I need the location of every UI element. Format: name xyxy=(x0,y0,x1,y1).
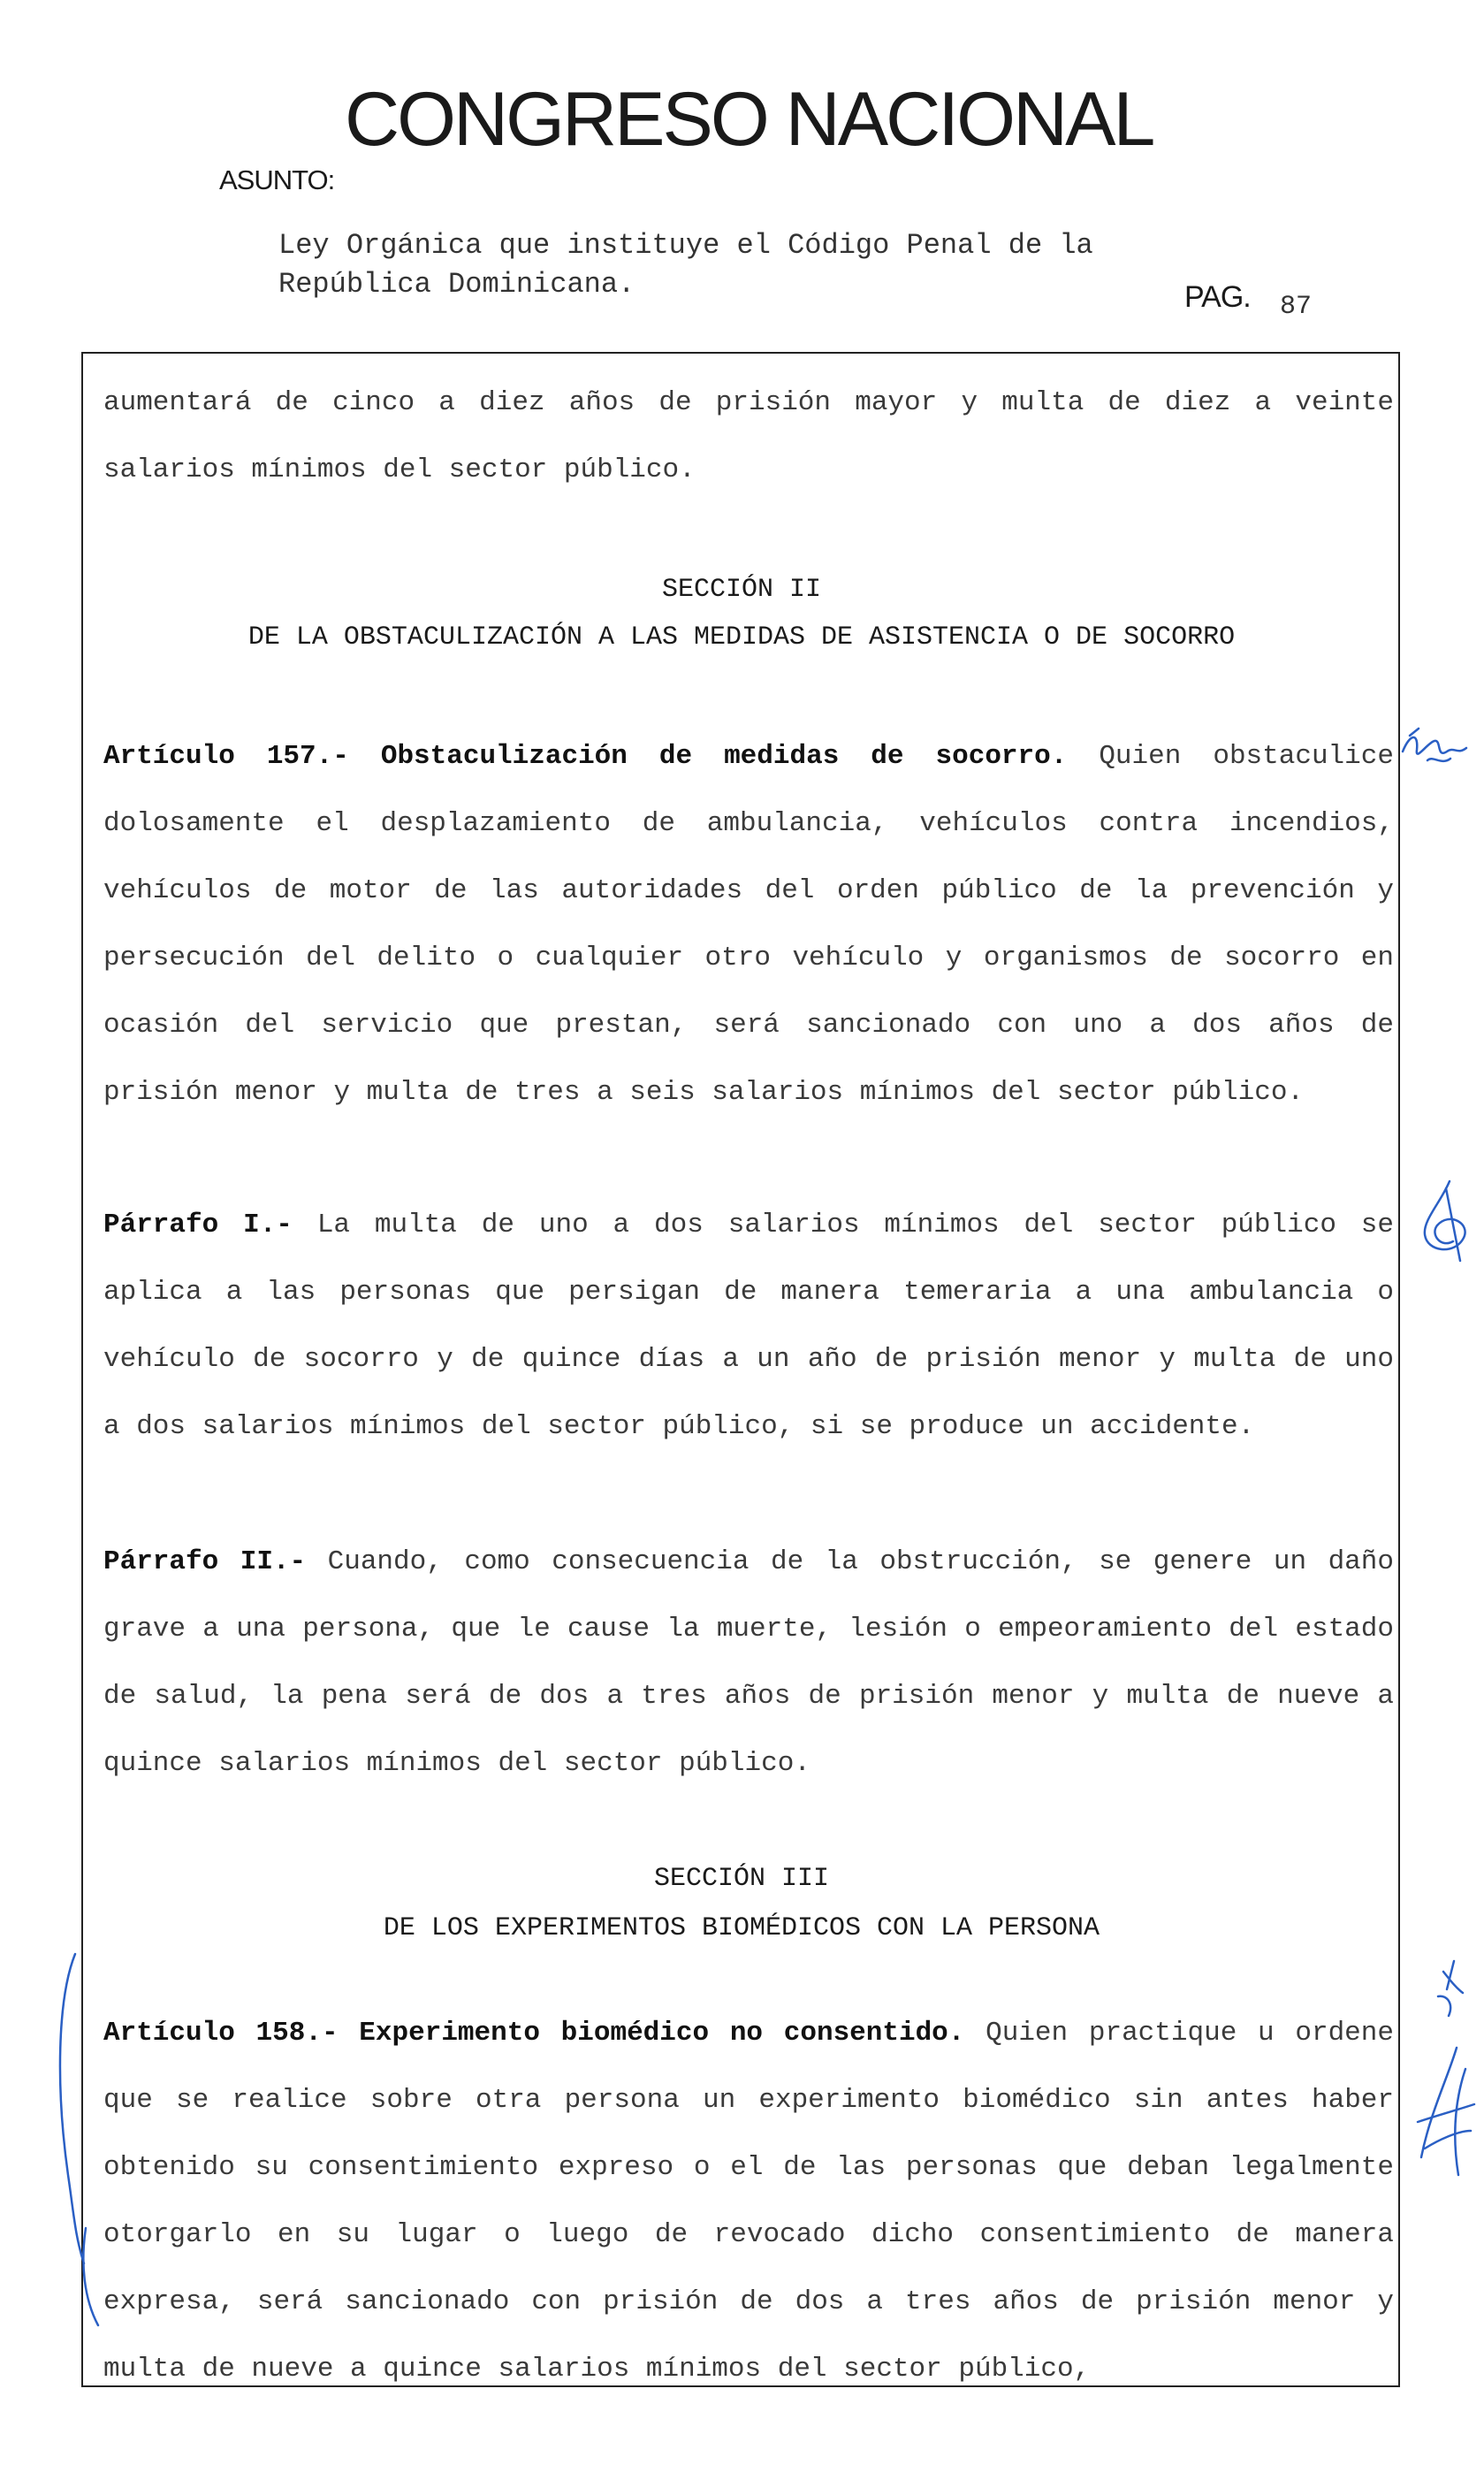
paragraph-1 xyxy=(103,1192,1394,1461)
article-157-heading: Artículo 157.- Obstaculización de medidas de socorro. xyxy=(103,741,1068,772)
article-157-text: Quien obstaculice dolosamente el desplazamiento de ambulancia, vehículos contra incendios, vehículos de motor de las autoridades del orden público de la prevención y persecución del delito o cualquier otro vehículo y organismos de socorro en ocasión del servicio que prestan, será sancionado con uno a dos años de prisión menor y multa de tres a seis salarios mínimos del sector público. xyxy=(103,741,1394,1108)
asunto-label: ASUNTO: xyxy=(219,164,335,195)
section-3-title: SECCIÓN III xyxy=(653,1864,830,1894)
paragraph-1-heading: Párrafo I.- xyxy=(103,1210,293,1240)
article-158 xyxy=(103,2000,1394,2403)
section-3-subtitle: DE LOS EXPERIMENTOS BIOMÉDICOS CON LA PERSONA xyxy=(383,1913,1100,1943)
article-158-heading: Artículo 158.- Experimento biomédico no consentido. xyxy=(103,2018,965,2049)
subject-line-2: República Dominicana. xyxy=(278,268,635,301)
signature-mark xyxy=(1412,2042,1479,2184)
continuation-paragraph: aumentará de cinco a diez años de prisión mayor y multa de diez a veinte salarios mínimos del sector público. xyxy=(103,387,1394,485)
section-2-subtitle: DE LA OBSTACULIZACIÓN A LAS MEDIDAS DE ASISTENCIA O DE SOCORRO xyxy=(247,622,1236,652)
initials-mark-1 xyxy=(1392,716,1472,778)
section-2-title: SECCIÓN II xyxy=(661,575,822,605)
paragraph-2 xyxy=(103,1529,1394,1797)
subject-line-1: Ley Orgánica que instituye el Código Penal de la xyxy=(278,229,1093,262)
paragraph-2-text: Cuando, como consecuencia de la obstrucción, se genere un daño grave a una persona, que le cause la muerte, lesión o empeoramiento del estado de salud, la pena será de dos a tres años de prisión menor y multa de nueve a quince salarios mínimos del sector público. xyxy=(103,1546,1394,1779)
header-title: CONGRESO NACIONAL xyxy=(345,77,1153,162)
article-158-text: Quien practique u ordene que se realice sobre otra persona un experimento biomédico sin antes haber obtenido su consentimiento expreso o el de las personas que deban legalmente otorgarlo en su lugar o luego de revocado dicho consentimiento de manera expresa, será sancionado con prisión de dos a tres años de prisión menor y multa de nueve a quince salarios mínimos del sector público, xyxy=(103,2018,1394,2385)
page-label: PAG. xyxy=(1184,280,1251,314)
initials-mark-2 xyxy=(1414,1176,1476,1273)
margin-bracket-mark xyxy=(49,1945,102,2352)
subject xyxy=(278,226,1093,304)
initials-mark-3 xyxy=(1427,1954,1472,2025)
paragraph-2-heading: Párrafo II.- xyxy=(103,1546,307,1577)
paragraph-1-text: La multa de uno a dos salarios mínimos del sector público se aplica a las personas que persigan de manera temeraria a una ambulancia o vehículo de socorro y de quince días a un año de prisión menor y multa de uno a dos salarios mínimos del sector público, si se produce un accidente. xyxy=(103,1210,1395,1442)
page-number: 87 xyxy=(1280,292,1313,322)
article-157 xyxy=(103,723,1394,1126)
